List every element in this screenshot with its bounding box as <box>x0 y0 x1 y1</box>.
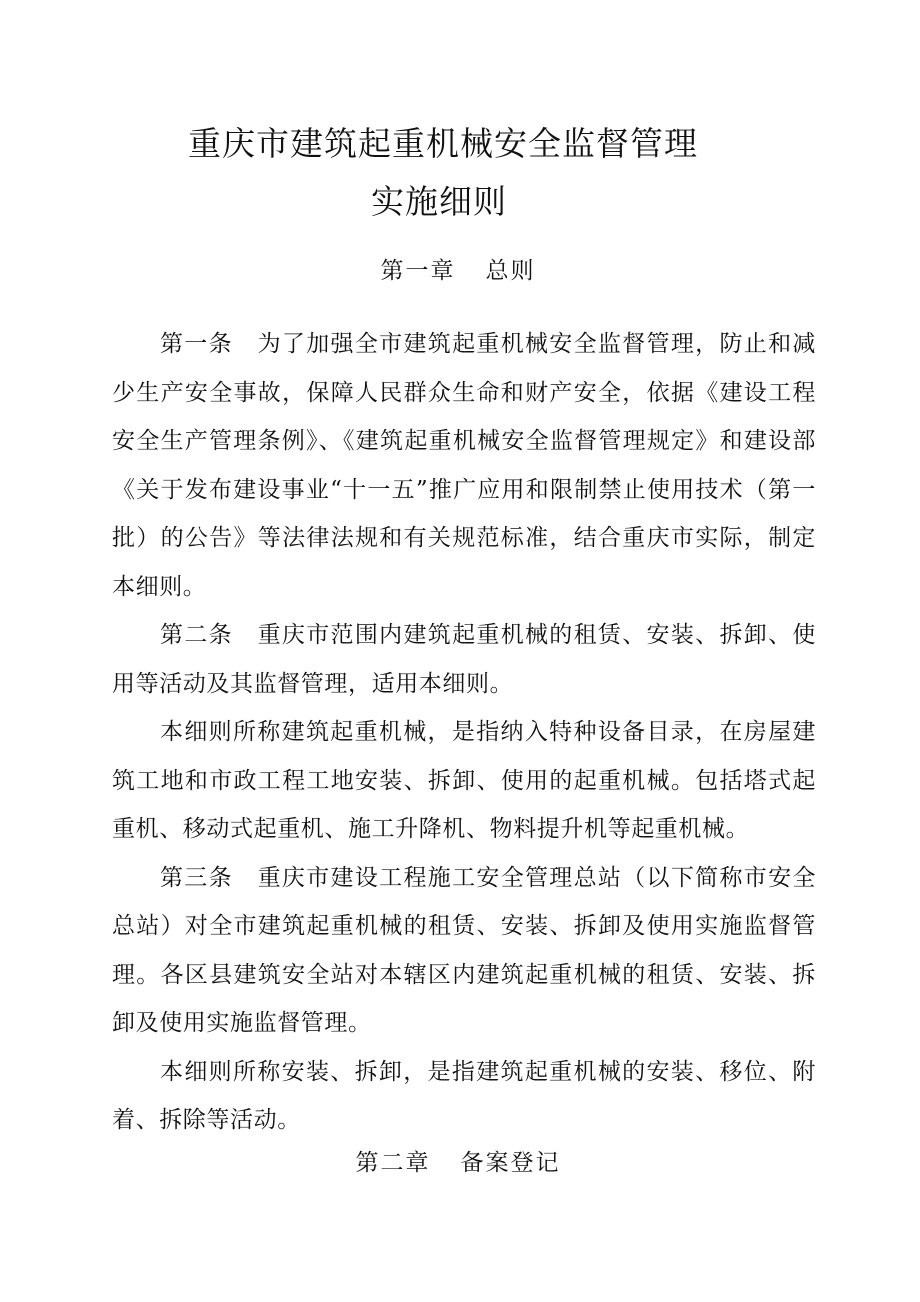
document-body <box>112 320 816 1145</box>
article-label: 第三条 <box>160 864 233 891</box>
chapter-heading <box>0 256 918 286</box>
article-text: 本细则所称建筑起重机械，是指纳入特种设备目录，在房屋建筑工地和市政工程工地安装、拆卸、使用的起重机械。包括塔式起重机、移动式起重机、施工升降机、物料提升机等起重机械。 <box>112 719 816 842</box>
article-paragraph <box>112 611 816 708</box>
article-label: 第一条 <box>160 331 233 357</box>
article-paragraph <box>112 1048 816 1145</box>
article-text: 本细则所称安装、拆卸，是指建筑起重机械的安装、移位、附着、拆除等活动。 <box>112 1058 816 1133</box>
article-paragraph <box>112 708 816 854</box>
chapter-name: 备案登记 <box>460 1150 561 1176</box>
article-text: 重庆市建设工程施工安全管理总站（以下简称市安全总站）对全市建筑起重机械的租赁、安装、拆卸及使用实施监督管理。各区县建筑安全站对本辖区内建筑起重机械的租赁、安装、拆卸及使用实施监督管理。 <box>112 864 816 1036</box>
article-label: 第二条 <box>160 622 233 648</box>
chapter-name: 总则 <box>485 258 536 284</box>
chapter-number: 第一章 <box>380 258 456 284</box>
document-title-line2: 实施细则 <box>371 182 507 221</box>
article-text: 为了加强全市建筑起重机械安全监督管理，防止和减少生产安全事故，保障人民群众生命和财产安全，依据《建设工程安全生产管理条例》、《建筑起重机械安全监督管理规定》和建设部《关于发布建设事业“十一五”推广应用和限制禁止使用技术（第一批）的公告》等法律法规和有关规范标准，结合重庆市实际，制定本细则。 <box>112 331 816 600</box>
article-text: 重庆市范围内建筑起重机械的租赁、安装、拆卸、使用等活动及其监督管理，适用本细则。 <box>112 622 816 697</box>
article-paragraph <box>112 854 816 1048</box>
chapter-heading <box>0 1148 918 1178</box>
article-paragraph <box>112 320 816 611</box>
chapter-number: 第二章 <box>355 1150 431 1176</box>
document-title-line1: 重庆市建筑起重机械安全监督管理 <box>188 124 698 163</box>
